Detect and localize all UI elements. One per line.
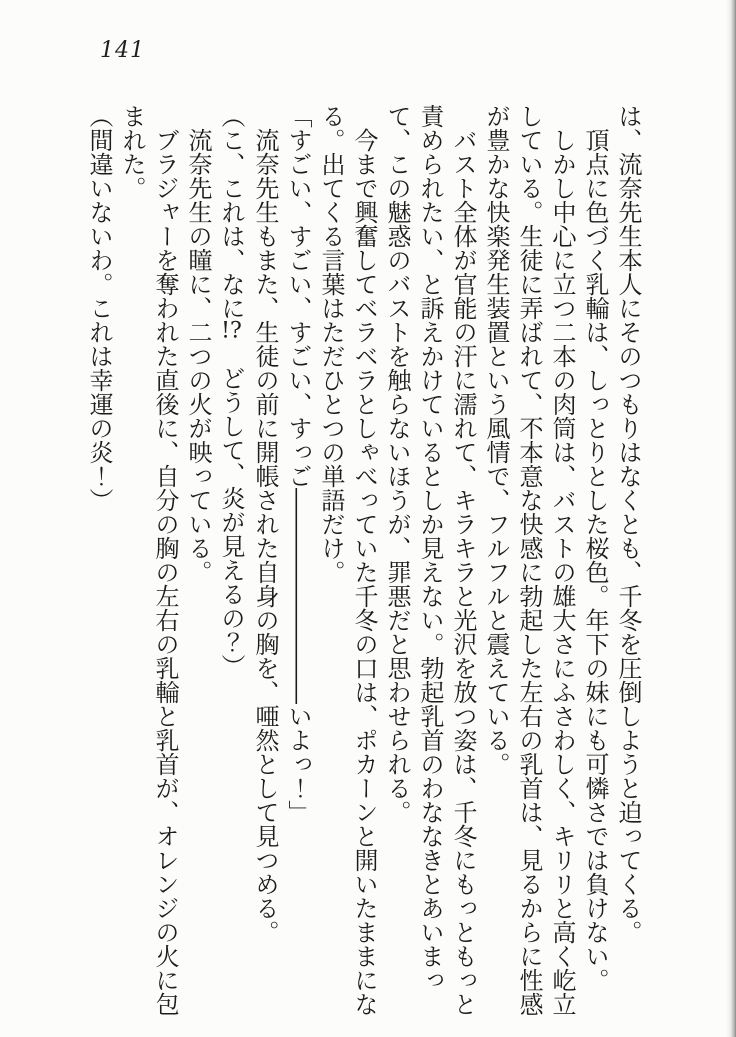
text-body <box>82 104 644 1026</box>
paragraph-10: ブラジャーを奪われた直後に、自分の胸の左右の乳輪と乳首が、オレンジの火に包まれた。 <box>118 104 179 1016</box>
paragraph-9: 流奈先生の瞳に、二つの火が映っている。 <box>184 104 212 584</box>
paragraph-1: は、流奈先生本人にそのつもりはなくとも、千冬を圧倒しようと迫ってくる。 <box>614 104 642 944</box>
thought-line-1 <box>214 104 248 1026</box>
paragraph-3: しかし中心に立つ二本の肉筒は、バストの雄大さにふさわしく、キリリと高く屹立している。生徒に弄ばれて、不本意な快感に勃起した左右の乳首は、見るからに性感が豊かな快楽発生装置という風情で、フルフルと震えている。 <box>482 104 576 1016</box>
paragraph-4: バスト全体が官能の汗に濡れて、キラキラと光沢を放つ姿は、千冬にもっともっと責められたい、と訴えかけているとしか見えない。勃起乳首のわななきとあいまって、この魅惑のバストを触らないほうが、罪悪だと思わせられる。 <box>383 104 477 1016</box>
page-number: 141 <box>100 38 145 63</box>
dialogue-line: 「すごい、すごい、すごい、すっご―――――――――いよっ！」 <box>284 104 312 824</box>
paragraph-7: 流奈先生もまた、生徒の前に開帳された自身の胸を、唖然として見つめる。 <box>251 104 279 944</box>
paragraph-5: 今まで興奮してベラベラとしゃべっていた千冬の口は、ポカーンと開いたままになる。出てくる言葉はただひとつの単語だけ。 <box>317 104 378 1016</box>
interrobang-text: !? <box>221 320 242 342</box>
paragraph-2: 頂点に色づく乳輪は、しっとりとした桜色。年下の妹にも可憐さでは負けない。 <box>581 104 609 992</box>
thought-line-1-pre: （こ、これは、なに <box>217 104 245 320</box>
thought-line-2: （間違いないわ。これは幸運の炎！） <box>85 104 113 512</box>
page-edge-shadow <box>726 0 736 1037</box>
thought-line-1-post: どうして、炎が見えるの？） <box>217 342 245 678</box>
